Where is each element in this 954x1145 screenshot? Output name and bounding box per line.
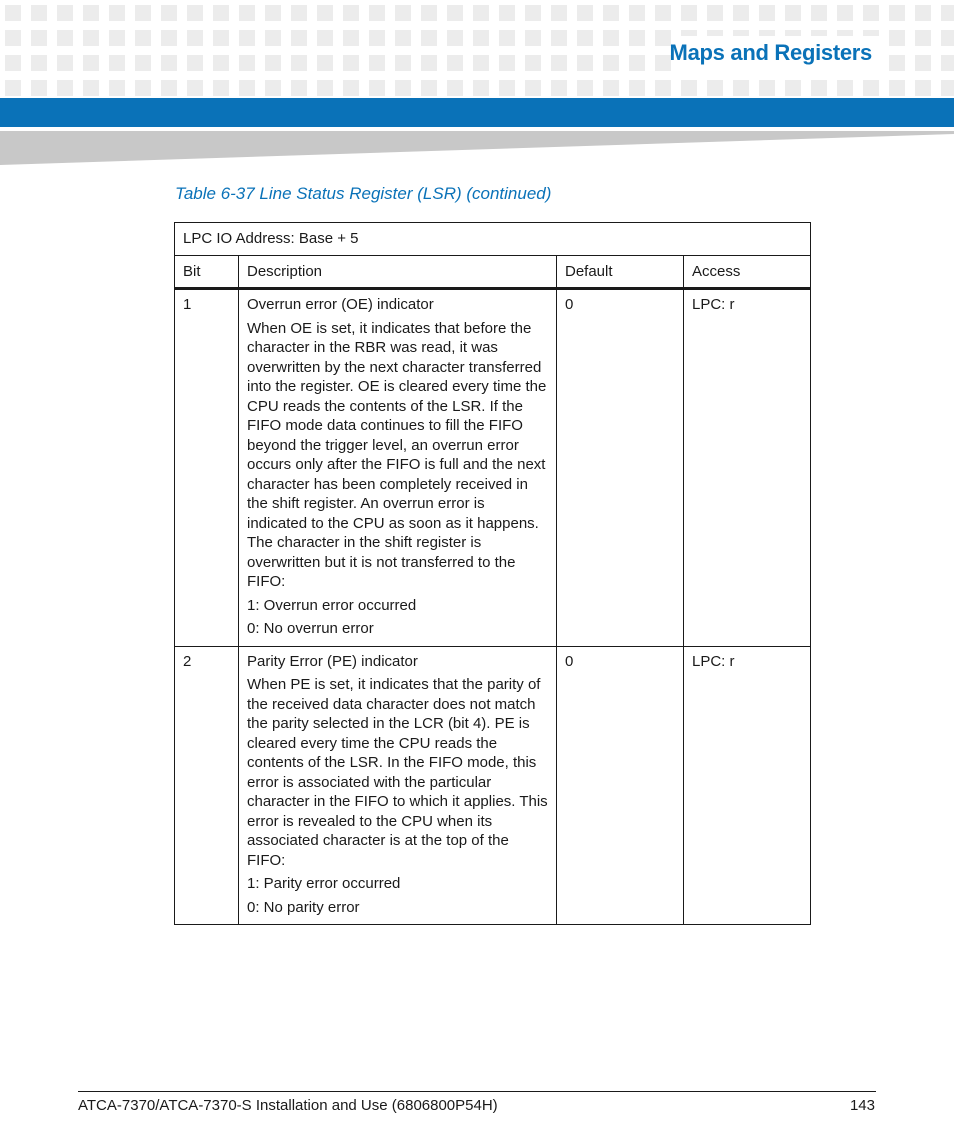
description-body: When PE is set, it indicates that the parity of the received data character does not match the parity selected in the LCR (bit 4). PE is cleared every time the CPU reads the contents of the LSR. In the FIFO mode, this error is associated with the particular character in the FIFO to which it applies. This error is revealed to the CPU when its associated character is at the top of the FIFO: xyxy=(247,676,548,869)
header-tile xyxy=(369,5,385,21)
header-tile xyxy=(291,30,307,46)
description-title: Overrun error (OE) indicator xyxy=(247,296,434,313)
header-tile xyxy=(525,80,541,96)
column-header-access: Access xyxy=(684,255,811,289)
header-tile xyxy=(759,80,775,96)
header-tile xyxy=(265,55,281,71)
header-gray-wedge xyxy=(0,131,954,165)
header-tile xyxy=(629,55,645,71)
header-tile xyxy=(889,5,905,21)
header-tile xyxy=(551,30,567,46)
header-tile xyxy=(57,5,73,21)
header-tile xyxy=(447,30,463,46)
header-tile xyxy=(915,80,931,96)
table-caption: Table 6-37 Line Status Register (LSR) (continued) xyxy=(175,184,552,203)
header-tile xyxy=(31,80,47,96)
header-tile xyxy=(31,5,47,21)
header-tile xyxy=(161,55,177,71)
header-tile xyxy=(109,5,125,21)
page-title: Maps and Registers xyxy=(669,40,872,65)
header-tile xyxy=(395,5,411,21)
header-tile xyxy=(473,55,489,71)
header-tile xyxy=(31,30,47,46)
header-tile xyxy=(577,80,593,96)
header-tile xyxy=(837,5,853,21)
header-tile xyxy=(733,5,749,21)
access-cell: LPC: r xyxy=(684,289,811,647)
header-tile xyxy=(525,5,541,21)
default-cell: 0 xyxy=(557,646,684,925)
header-tile xyxy=(499,30,515,46)
header-tile xyxy=(889,30,905,46)
header-tile xyxy=(317,5,333,21)
header-blue-bar xyxy=(0,98,954,127)
header-tile xyxy=(187,80,203,96)
header-tile xyxy=(915,5,931,21)
header-tile xyxy=(941,80,954,96)
header-tile xyxy=(889,80,905,96)
header-tile xyxy=(239,5,255,21)
header-tile xyxy=(603,30,619,46)
header-tile xyxy=(629,80,645,96)
header-tile xyxy=(31,55,47,71)
header-tile xyxy=(109,30,125,46)
address-cell: LPC IO Address: Base + 5 xyxy=(175,223,811,256)
footer-rule xyxy=(78,1091,876,1092)
header-tile xyxy=(213,80,229,96)
header-tile xyxy=(577,30,593,46)
header-tile xyxy=(187,5,203,21)
header-tile xyxy=(5,5,21,21)
column-header-default: Default xyxy=(557,255,684,289)
header-tile xyxy=(603,80,619,96)
header-tile xyxy=(5,55,21,71)
header-tile xyxy=(499,5,515,21)
default-cell: 0 xyxy=(557,289,684,647)
header-tile xyxy=(915,55,931,71)
header-tile xyxy=(57,80,73,96)
header-tile xyxy=(291,80,307,96)
header-tile xyxy=(577,5,593,21)
table-row xyxy=(175,646,811,925)
header-tile xyxy=(863,5,879,21)
header-tile xyxy=(577,55,593,71)
header-tile xyxy=(447,80,463,96)
header-tile xyxy=(187,30,203,46)
bit-cell: 1 xyxy=(175,289,239,647)
header-tile xyxy=(525,55,541,71)
header-tile xyxy=(109,80,125,96)
header-tile xyxy=(265,5,281,21)
header-tile xyxy=(265,30,281,46)
register-table xyxy=(174,222,811,925)
header-tile xyxy=(655,5,671,21)
header-tile xyxy=(291,55,307,71)
header-tile xyxy=(395,55,411,71)
header-tile xyxy=(551,80,567,96)
header-tile xyxy=(447,55,463,71)
header-tile xyxy=(5,80,21,96)
header-tile xyxy=(941,5,954,21)
header-tile xyxy=(213,30,229,46)
header-tile xyxy=(473,80,489,96)
header-tile xyxy=(83,80,99,96)
header-tile xyxy=(57,30,73,46)
header-tile xyxy=(83,55,99,71)
column-header-row xyxy=(175,255,811,289)
header-tile xyxy=(551,55,567,71)
header-tile xyxy=(499,55,515,71)
access-cell: LPC: r xyxy=(684,646,811,925)
description-title: Parity Error (PE) indicator xyxy=(247,652,418,670)
column-header-description: Description xyxy=(239,255,557,289)
header-tile xyxy=(473,30,489,46)
header-tile xyxy=(811,80,827,96)
header-tile xyxy=(629,5,645,21)
description-value-0: 0: No overrun error xyxy=(247,620,374,637)
description-value-0: 0: No parity error xyxy=(247,898,360,916)
header-tile xyxy=(291,5,307,21)
header-tile xyxy=(915,30,931,46)
header-tile xyxy=(109,55,125,71)
header-tile xyxy=(343,55,359,71)
header-tile xyxy=(525,30,541,46)
header-tile xyxy=(707,80,723,96)
description-value-1: 1: Parity error occurred xyxy=(247,875,401,892)
header-tile xyxy=(421,55,437,71)
header-tile xyxy=(551,5,567,21)
header-tile xyxy=(83,30,99,46)
page-number: 143 xyxy=(849,1097,875,1114)
header-tile xyxy=(135,5,151,21)
header-tile xyxy=(395,30,411,46)
header-tile xyxy=(941,30,954,46)
header-tile xyxy=(629,30,645,46)
header-tile xyxy=(239,30,255,46)
header-tile xyxy=(837,80,853,96)
header-tile xyxy=(161,30,177,46)
description-cell xyxy=(239,646,557,925)
header-tile xyxy=(265,80,281,96)
header-tile xyxy=(57,55,73,71)
header-tile xyxy=(447,5,463,21)
header-tile xyxy=(317,55,333,71)
footer-document-title: ATCA-7370/ATCA-7370-S Installation and Use (6806800P54H) xyxy=(78,1097,498,1114)
header-tile xyxy=(941,55,954,71)
header-tile xyxy=(681,80,697,96)
address-row xyxy=(175,223,811,256)
header-tile xyxy=(343,30,359,46)
header-tile xyxy=(161,80,177,96)
header-tile xyxy=(759,5,775,21)
description-body: When OE is set, it indicates that before the character in the RBR was read, it was overwritten by the next character transferred into the register. OE is cleared every time the CPU reads the contents of the LSR. If the FIFO mode data continues to fill the FIFO beyond the trigger level, an overrun error occurs only after the FIFO is full and the next character has been completely received in the shift register. An overrun error is indicated to the CPU as soon as it happens. The character in the shift register is overwritten but it is not transferred to the FIFO: xyxy=(247,319,547,590)
header-tile xyxy=(421,30,437,46)
header-tile xyxy=(343,80,359,96)
header-tile xyxy=(317,80,333,96)
header-tile xyxy=(603,5,619,21)
header-tile xyxy=(863,80,879,96)
header-tile xyxy=(603,55,619,71)
header-tile xyxy=(343,5,359,21)
header-tile xyxy=(681,5,697,21)
header-tile xyxy=(499,80,515,96)
header-tile xyxy=(369,55,385,71)
header-tile xyxy=(5,30,21,46)
header-tile xyxy=(395,80,411,96)
header-tile xyxy=(421,5,437,21)
header-tile xyxy=(733,80,749,96)
header-tile xyxy=(161,5,177,21)
header-tile xyxy=(317,30,333,46)
header-tile xyxy=(421,80,437,96)
header-tile xyxy=(707,5,723,21)
header-tile xyxy=(135,55,151,71)
bit-cell: 2 xyxy=(175,646,239,925)
header-tile xyxy=(811,5,827,21)
header-tile xyxy=(135,30,151,46)
header-tile xyxy=(213,5,229,21)
description-value-1: 1: Overrun error occurred xyxy=(247,596,417,614)
header-tile xyxy=(369,30,385,46)
header-tile xyxy=(785,80,801,96)
header-tile xyxy=(889,55,905,71)
header-tile xyxy=(187,55,203,71)
table-row xyxy=(175,289,811,647)
header-tile xyxy=(239,80,255,96)
column-header-bit: Bit xyxy=(175,255,239,289)
header-tile xyxy=(473,5,489,21)
header-tile xyxy=(655,80,671,96)
header-tile xyxy=(135,80,151,96)
header-tile xyxy=(213,55,229,71)
header-tile xyxy=(83,5,99,21)
description-cell xyxy=(239,289,557,647)
header-tile xyxy=(239,55,255,71)
header-tile xyxy=(785,5,801,21)
header-tile xyxy=(369,80,385,96)
